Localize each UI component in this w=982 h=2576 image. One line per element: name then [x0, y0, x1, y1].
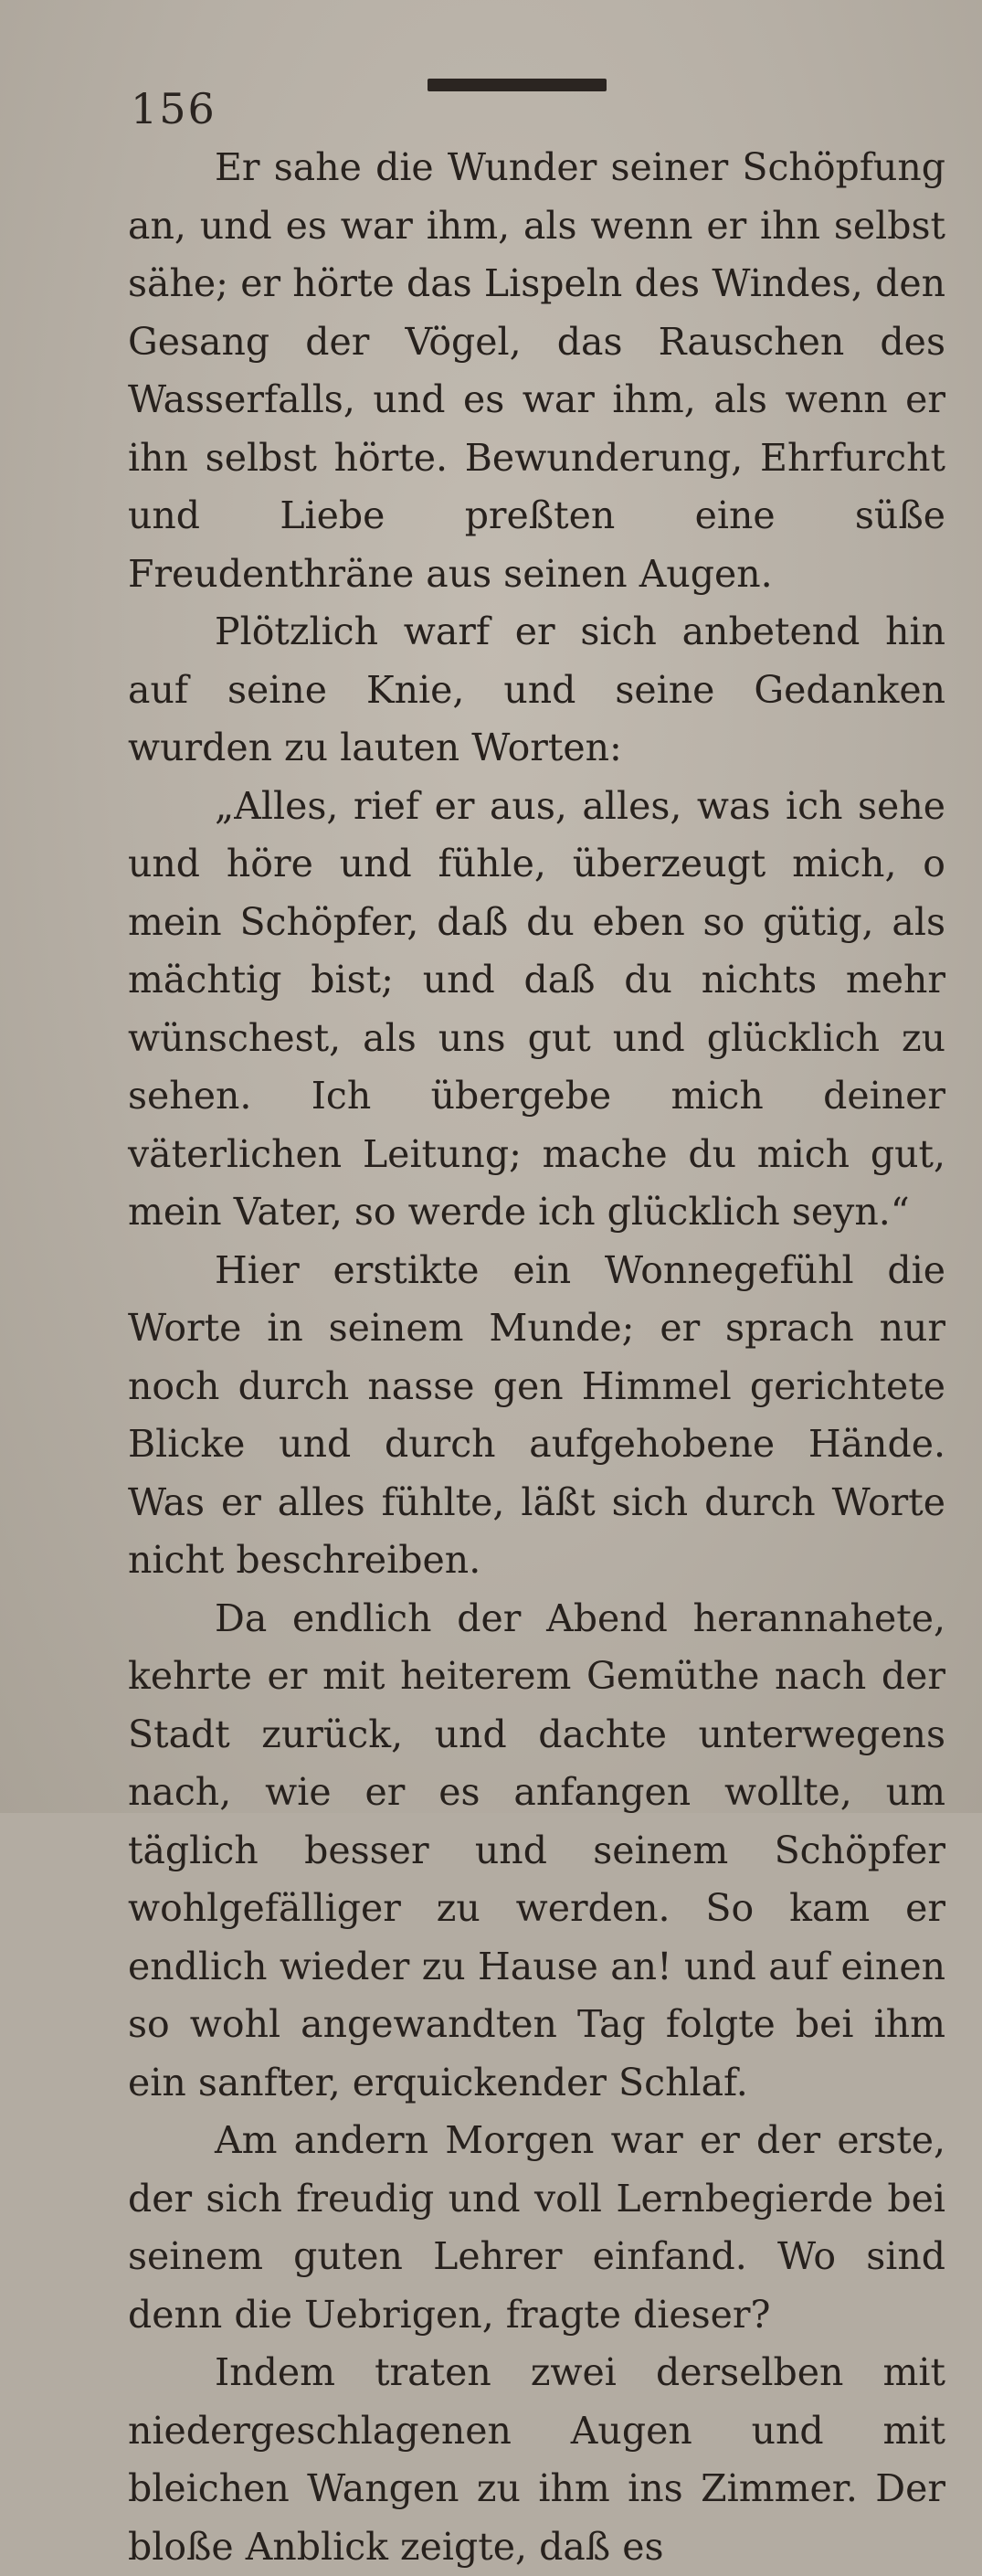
paragraph: Er sahe die Wunder seiner Schöpfung an, und es war ihm, als wenn er ihn selbst sähe; er hörte das Lispeln des Windes, den Gesang der Vögel, das Rauschen des Wasserfalls, und es war ihm, als wenn er ihn selbst hörte. Bewunderung, Ehrfurcht und Liebe preßten eine süße Freudenthräne aus seinen Augen.	[128, 145, 945, 596]
page-number: 156	[131, 84, 216, 133]
paragraph: „Alles, rief er aus, alles, was ich sehe und höre und fühle, überzeugt mich, o mein Schöpfer, daß du eben so gütig, als mächtig bist; und daß du nichts mehr wünschest, als uns gut und glücklich zu sehen. Ich übergebe mich deiner väterlichen Leitung; mache du mich gut, mein Vater, so werde ich glücklich seyn.“	[128, 783, 945, 1234]
paragraph: Da endlich der Abend herannahete, kehrte er mit heiterem Gemüthe nach der Stadt zurück, und dachte unterwegens nach, wie er es anfangen wollte, um täglich besser und seinem Schöpfer wohlgefälliger zu werden. So kam er endlich wieder zu Hause an! und auf einen so wohl angewandten Tag folgte bei ihm ein sanfter, erquickender Schlaf.	[128, 1595, 945, 2104]
header-rule	[428, 79, 607, 91]
paragraph: Indem traten zwei derselben mit niedergeschlagenen Augen und mit bleichen Wangen zu ihm ins Zimmer. Der bloße Anblick zeigte, daß es	[128, 2350, 945, 2569]
body-text	[128, 139, 945, 2576]
paragraph: Am andern Morgen war er der erste, der sich freudig und voll Lernbegierde bei seinem guten Lehrer einfand. Wo sind denn die Uebrigen, fragte dieser?	[128, 2118, 945, 2337]
paragraph: Plötzlich warf er sich anbetend hin auf seine Knie, und seine Gedanken wurden zu lauten Worten:	[128, 610, 945, 769]
paragraph: Hier erstikte ein Wonnegefühl die Worte in seinem Munde; er sprach nur noch durch nasse gen Himmel gerichtete Blicke und durch aufgehobene Hände. Was er alles fühlte, läßt sich durch Worte nicht beschreiben.	[128, 1247, 945, 1582]
